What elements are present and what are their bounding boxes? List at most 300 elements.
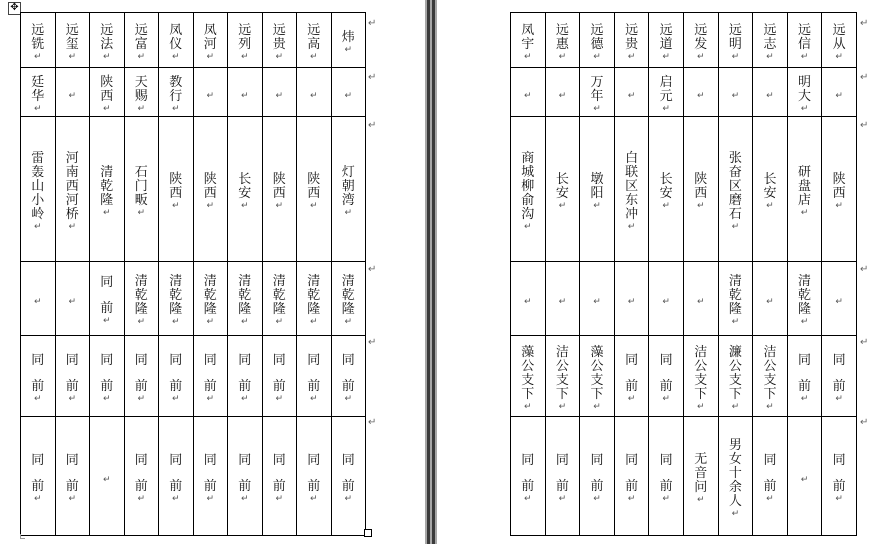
table-move-handle-icon[interactable]: ✥ xyxy=(8,2,21,15)
left-table-cell[interactable] xyxy=(297,336,332,417)
cell-text: 万 年 ↵ xyxy=(590,74,604,114)
left-table-cell[interactable] xyxy=(193,336,228,417)
cell-text: 同 前 ↵ xyxy=(31,452,45,504)
right-table-cell[interactable] xyxy=(580,117,615,262)
left-table-cell[interactable] xyxy=(159,262,194,336)
left-table-cell[interactable] xyxy=(193,117,228,262)
left-table-cell[interactable] xyxy=(193,68,228,117)
cell-end-mark-icon: ↵ xyxy=(835,200,843,211)
cell-text: 研 盘 店 ↵ xyxy=(798,164,812,218)
left-table-cell[interactable] xyxy=(90,117,125,262)
cell-text: 同 前 ↵ xyxy=(341,352,355,404)
right-table-cell[interactable] xyxy=(511,262,546,336)
cell-text: 藻 公 支 下 ↵ xyxy=(590,344,604,412)
cell-text xyxy=(732,91,740,101)
left-table-cell[interactable] xyxy=(262,117,297,262)
left-table-cell[interactable] xyxy=(331,13,366,68)
cell-end-mark-icon: ↵ xyxy=(800,317,809,327)
right-table-cell[interactable] xyxy=(753,68,788,117)
left-table-cell[interactable] xyxy=(331,68,366,117)
right-genealogy-table xyxy=(510,12,857,536)
cell-text: 远 列 ↵ xyxy=(238,22,252,62)
right-table-cell[interactable] xyxy=(545,68,580,117)
cell-text: 同 前 ↵ xyxy=(65,352,79,404)
cell-end-mark-icon: ↵ xyxy=(206,317,215,327)
cell-text: 清 乾 隆 ↵ xyxy=(203,274,217,327)
left-table-cell[interactable] xyxy=(90,262,125,336)
cell-end-mark-icon: ↵ xyxy=(766,200,774,211)
cell-text: 同 前 ↵ xyxy=(272,452,286,504)
right-table-cell[interactable] xyxy=(545,13,580,68)
cell-end-mark-icon: ↵ xyxy=(275,317,284,327)
cell-text: 远 志 ↵ xyxy=(763,22,777,62)
cell-text: 同 前 ↵ xyxy=(625,352,639,404)
cell-text xyxy=(559,91,567,101)
cell-end-mark-icon: ↵ xyxy=(137,393,146,404)
left-table-cell[interactable] xyxy=(228,417,263,536)
cell-text: 教 行 ↵ xyxy=(169,74,183,114)
cell-text: 陕 西 ↵ xyxy=(203,171,217,211)
cell-text xyxy=(559,297,567,307)
cell-text xyxy=(103,475,111,485)
left-table-cell[interactable] xyxy=(21,117,56,262)
right-table-cell[interactable] xyxy=(649,13,684,68)
right-table-cell[interactable] xyxy=(580,417,615,536)
left-table-cell[interactable] xyxy=(228,117,263,262)
cell-end-mark-icon: ↵ xyxy=(800,51,809,62)
cell-text: 同 前 ↵ xyxy=(521,452,535,504)
cell-end-mark-icon: ↵ xyxy=(593,103,601,114)
right-table-cell[interactable] xyxy=(718,13,753,68)
right-table-cell[interactable] xyxy=(511,68,546,117)
cell-end-mark-icon: ↵ xyxy=(171,393,180,404)
left-table-cell[interactable] xyxy=(331,336,366,417)
left-table-cell[interactable] xyxy=(124,417,159,536)
cell-end-mark-icon: ↵ xyxy=(137,317,146,327)
cell-end-mark-icon: ↵ xyxy=(102,103,111,114)
cell-end-mark-icon: ↵ xyxy=(68,493,77,504)
left-table-cell[interactable] xyxy=(55,117,90,262)
right-table-cell[interactable] xyxy=(511,417,546,536)
cell-text: 陕 西 ↵ xyxy=(832,171,846,211)
cell-text: 远 德 ↵ xyxy=(590,22,604,62)
cell-text: 同 前 ↵ xyxy=(272,352,286,404)
left-table-cell[interactable] xyxy=(159,417,194,536)
cell-end-mark-icon: ↵ xyxy=(835,51,843,62)
right-table-cell[interactable] xyxy=(580,336,615,417)
cell-text xyxy=(835,297,843,307)
left-table-cell[interactable] xyxy=(55,13,90,68)
cell-end-mark-icon: ↵ xyxy=(524,493,532,504)
left-table-cell[interactable] xyxy=(55,262,90,336)
cell-text: 远 高 ↵ xyxy=(307,22,321,62)
row-end-mark-icon: ↵ xyxy=(860,72,869,83)
cell-end-mark-icon: ↵ xyxy=(102,316,111,326)
cell-text: 无 音 问 ↵ xyxy=(694,451,708,505)
right-table-cell[interactable] xyxy=(545,336,580,417)
right-table-row xyxy=(511,68,857,117)
right-table-cell[interactable] xyxy=(718,68,753,117)
cell-text xyxy=(524,91,532,101)
left-table-cell[interactable] xyxy=(90,68,125,117)
cell-end-mark-icon: ↵ xyxy=(593,51,601,62)
cell-end-mark-icon: ↵ xyxy=(696,51,705,62)
cell-end-mark-icon: ↵ xyxy=(662,103,670,114)
cell-end-mark-icon: ↵ xyxy=(137,493,146,504)
cell-end-mark-icon: ↵ xyxy=(558,401,567,412)
cell-text: 同 前 ↵ xyxy=(341,452,355,504)
cell-end-mark-icon: ↵ xyxy=(766,51,774,62)
cell-end-mark-icon: ↵ xyxy=(275,493,284,504)
left-table-cell[interactable] xyxy=(90,13,125,68)
left-table-cell[interactable] xyxy=(159,336,194,417)
left-table-cell[interactable] xyxy=(228,68,263,117)
cell-end-mark-icon: ↵ xyxy=(102,393,111,404)
cell-end-mark-icon: ↵ xyxy=(275,393,284,404)
right-table-row xyxy=(511,117,857,262)
cell-text: 雷 轰 山 小 岭 ↵ xyxy=(31,150,45,232)
right-table-cell[interactable] xyxy=(683,262,718,336)
left-table-cell[interactable] xyxy=(21,417,56,536)
cell-text xyxy=(206,91,214,101)
cell-text: 清 乾 隆 ↵ xyxy=(134,274,148,327)
cell-text: 远 铣 ↵ xyxy=(31,22,45,62)
cell-text: 炜 ↵ xyxy=(341,29,355,55)
cell-text xyxy=(68,91,76,101)
left-table-cell[interactable] xyxy=(262,13,297,68)
right-table-cell[interactable] xyxy=(822,13,857,68)
right-table-cell[interactable] xyxy=(787,336,822,417)
cell-end-mark-icon: ↵ xyxy=(33,221,42,232)
cell-text: 商 城 柳 俞 沟 ↵ xyxy=(521,150,535,232)
left-table-cell[interactable] xyxy=(21,262,56,336)
left-table-cell[interactable] xyxy=(21,336,56,417)
left-table-cell[interactable] xyxy=(331,262,366,336)
left-table-cell[interactable] xyxy=(159,117,194,262)
cell-end-mark-icon: ↵ xyxy=(524,297,532,307)
cell-text: 同 前 ↵ xyxy=(100,352,114,404)
cell-end-mark-icon: ↵ xyxy=(309,493,318,504)
right-table-cell[interactable] xyxy=(649,417,684,536)
right-table-cell[interactable] xyxy=(580,13,615,68)
cell-text: 启 元 ↵ xyxy=(659,74,673,114)
left-table-cell[interactable] xyxy=(55,68,90,117)
cell-end-mark-icon: ↵ xyxy=(240,90,249,101)
cell-text: 洁 公 支 下 ↵ xyxy=(694,344,708,412)
right-table-cell[interactable] xyxy=(822,336,857,417)
row-end-mark-icon: ↵ xyxy=(368,72,377,83)
right-table-cell[interactable] xyxy=(787,68,822,117)
right-table-cell[interactable] xyxy=(649,68,684,117)
right-table-cell[interactable] xyxy=(580,262,615,336)
cell-text: 远 贵 ↵ xyxy=(272,22,286,62)
page-gutter xyxy=(425,0,437,544)
row-end-mark-icon: ↵ xyxy=(860,264,869,275)
left-table-cell[interactable] xyxy=(90,336,125,417)
right-table-cell[interactable] xyxy=(787,262,822,336)
right-table-cell[interactable] xyxy=(614,68,649,117)
cell-text: 同 前 ↵ xyxy=(625,452,639,504)
cell-text: 同 前 ↵ xyxy=(203,352,217,404)
left-table-row xyxy=(21,13,366,68)
left-table-cell[interactable] xyxy=(193,262,228,336)
cell-text xyxy=(801,475,809,485)
cell-end-mark-icon: ↵ xyxy=(835,297,843,307)
left-page xyxy=(0,0,425,544)
cell-end-mark-icon: ↵ xyxy=(627,493,636,504)
left-table-cell[interactable] xyxy=(331,117,366,262)
cell-end-mark-icon: ↵ xyxy=(524,221,532,232)
right-table-cell[interactable] xyxy=(683,68,718,117)
left-table-cell[interactable] xyxy=(297,117,332,262)
cell-end-mark-icon: ↵ xyxy=(800,207,809,218)
left-table-cell[interactable] xyxy=(297,417,332,536)
cell-end-mark-icon: ↵ xyxy=(33,297,42,307)
cell-end-mark-icon: ↵ xyxy=(627,221,636,232)
cell-text xyxy=(766,297,774,307)
cell-end-mark-icon: ↵ xyxy=(696,401,705,412)
cell-end-mark-icon: ↵ xyxy=(627,51,636,62)
row-end-mark-icon: ↵ xyxy=(368,337,377,348)
cell-text: 同 前 ↵ xyxy=(763,452,777,504)
cell-text: 石 门 畈 ↵ xyxy=(134,164,148,218)
cell-text: 同 前 ↵ xyxy=(238,452,252,504)
cell-text: 清 乾 隆 ↵ xyxy=(798,274,812,327)
cell-end-mark-icon: ↵ xyxy=(33,103,42,114)
cell-end-mark-icon: ↵ xyxy=(558,51,567,62)
cell-text: 白 联 区 东 冲 ↵ xyxy=(625,150,639,232)
right-table-row xyxy=(511,417,857,536)
right-table-cell[interactable] xyxy=(511,13,546,68)
cell-end-mark-icon: ↵ xyxy=(344,493,353,504)
left-table-cell[interactable] xyxy=(297,13,332,68)
cell-text: 廷 华 ↵ xyxy=(31,74,45,114)
left-table-cell[interactable] xyxy=(193,13,228,68)
cell-end-mark-icon: ↵ xyxy=(240,317,249,327)
cell-end-mark-icon: ↵ xyxy=(662,200,670,211)
cell-text: 远 富 ↵ xyxy=(134,22,148,62)
left-table-cell[interactable] xyxy=(331,417,366,536)
right-table-cell[interactable] xyxy=(753,417,788,536)
cell-end-mark-icon: ↵ xyxy=(766,493,774,504)
right-table-cell[interactable] xyxy=(649,117,684,262)
row-end-mark-icon: ↵ xyxy=(368,120,377,131)
cell-end-mark-icon: ↵ xyxy=(524,51,532,62)
cell-end-mark-icon: ↵ xyxy=(102,51,111,62)
cell-end-mark-icon: ↵ xyxy=(137,51,146,62)
left-table-cell[interactable] xyxy=(193,417,228,536)
cell-text: 同 前 ↵ xyxy=(555,452,569,504)
cell-text: 陕 西 ↵ xyxy=(169,171,183,211)
cell-text: 远 信 ↵ xyxy=(798,22,812,62)
cell-text: 清 乾 隆 ↵ xyxy=(307,274,321,327)
cell-end-mark-icon: ↵ xyxy=(171,51,180,62)
cell-end-mark-icon: ↵ xyxy=(344,207,353,218)
cell-end-mark-icon: ↵ xyxy=(68,221,77,232)
cell-text xyxy=(310,91,318,101)
right-table-cell[interactable] xyxy=(545,262,580,336)
cell-end-mark-icon: ↵ xyxy=(33,393,42,404)
right-page xyxy=(437,0,874,544)
cell-end-mark-icon: ↵ xyxy=(696,297,705,307)
left-table-cell[interactable] xyxy=(159,68,194,117)
left-table-cell[interactable] xyxy=(21,68,56,117)
right-table-cell[interactable] xyxy=(822,117,857,262)
right-table-cell[interactable] xyxy=(753,336,788,417)
right-table-cell[interactable] xyxy=(753,117,788,262)
table-resize-handle[interactable] xyxy=(364,529,372,537)
right-table-cell[interactable] xyxy=(753,262,788,336)
right-table-cell[interactable] xyxy=(614,336,649,417)
cell-end-mark-icon: ↵ xyxy=(766,401,774,412)
left-table-cell[interactable] xyxy=(228,336,263,417)
cell-end-mark-icon: ↵ xyxy=(731,508,740,519)
right-table-cell[interactable] xyxy=(683,13,718,68)
right-table-cell[interactable] xyxy=(649,336,684,417)
cell-end-mark-icon: ↵ xyxy=(275,90,284,101)
cell-text: 凤 仪 ↵ xyxy=(169,22,183,62)
cell-text: 同 前 ↵ xyxy=(203,452,217,504)
left-table-cell[interactable] xyxy=(297,262,332,336)
right-table-cell[interactable] xyxy=(649,262,684,336)
right-table-cell[interactable] xyxy=(753,13,788,68)
cell-text: 男 女 十 余 人 ↵ xyxy=(728,437,742,519)
cell-end-mark-icon: ↵ xyxy=(68,297,77,307)
cell-text xyxy=(697,297,705,307)
cell-end-mark-icon: ↵ xyxy=(240,393,249,404)
cell-end-mark-icon: ↵ xyxy=(731,221,740,232)
right-table-cell[interactable] xyxy=(787,117,822,262)
cell-text: 濂 公 支 下 ↵ xyxy=(728,344,742,412)
cell-text: 张 奋 区 磨 石 ↵ xyxy=(728,150,742,232)
cell-text xyxy=(593,297,601,307)
right-table-row xyxy=(511,262,857,336)
cell-end-mark-icon: ↵ xyxy=(731,90,740,101)
right-table-cell[interactable] xyxy=(614,417,649,536)
left-table-cell[interactable] xyxy=(55,417,90,536)
cell-text: 同 前 ↵ xyxy=(169,352,183,404)
right-table-cell[interactable] xyxy=(580,68,615,117)
left-table-cell[interactable] xyxy=(159,13,194,68)
cell-end-mark-icon: ↵ xyxy=(800,474,809,485)
cell-end-mark-icon: ↵ xyxy=(171,317,180,327)
cell-end-mark-icon: ↵ xyxy=(137,207,146,218)
cell-end-mark-icon: ↵ xyxy=(137,103,146,114)
cell-text: 长 安 ↵ xyxy=(238,171,252,211)
cell-text: 清 乾 隆 ↵ xyxy=(169,274,183,327)
right-table-row xyxy=(511,336,857,417)
cell-end-mark-icon: ↵ xyxy=(275,200,284,211)
left-table-cell[interactable] xyxy=(228,262,263,336)
cell-text xyxy=(524,297,532,307)
right-table-cell[interactable] xyxy=(718,336,753,417)
right-table-cell[interactable] xyxy=(787,13,822,68)
row-end-mark-icon: ↵ xyxy=(860,18,869,29)
right-table-cell[interactable] xyxy=(683,336,718,417)
left-table-cell[interactable] xyxy=(262,68,297,117)
cell-text xyxy=(697,91,705,101)
left-table-cell[interactable] xyxy=(124,13,159,68)
cell-end-mark-icon: ↵ xyxy=(524,401,532,412)
cell-text: 凤 河 ↵ xyxy=(203,22,217,62)
right-table-cell[interactable] xyxy=(545,417,580,536)
row-end-mark-icon: ↵ xyxy=(860,417,869,428)
cell-end-mark-icon: ↵ xyxy=(662,493,670,504)
cell-text: 清 乾 隆 ↵ xyxy=(100,164,114,218)
left-table-cell[interactable] xyxy=(297,68,332,117)
cell-text: 同 前 ↵ xyxy=(590,452,604,504)
cell-text: 远 惠 ↵ xyxy=(555,22,569,62)
right-table-cell[interactable] xyxy=(614,262,649,336)
cell-text: 同 前 ↵ xyxy=(798,352,812,404)
cell-text xyxy=(241,91,249,101)
right-table-cell[interactable] xyxy=(822,68,857,117)
left-table-cell[interactable] xyxy=(228,13,263,68)
right-table-cell[interactable] xyxy=(511,336,546,417)
left-table-cell[interactable] xyxy=(124,68,159,117)
cell-text: 同 前 ↵ xyxy=(100,275,114,326)
left-table-cell[interactable] xyxy=(124,117,159,262)
right-table-cell[interactable] xyxy=(614,117,649,262)
cell-end-mark-icon: ↵ xyxy=(835,493,843,504)
cell-text: 同 前 ↵ xyxy=(134,352,148,404)
cell-end-mark-icon: ↵ xyxy=(835,393,843,404)
cell-text: 同 前 ↵ xyxy=(659,352,673,404)
left-table-cell[interactable] xyxy=(262,417,297,536)
cell-text: 墩 阳 ↵ xyxy=(590,171,604,211)
cell-text: 远 道 ↵ xyxy=(659,22,673,62)
left-table-row xyxy=(21,262,366,336)
right-table-cell[interactable] xyxy=(683,417,718,536)
right-table-cell[interactable] xyxy=(718,417,753,536)
cell-end-mark-icon: ↵ xyxy=(309,393,318,404)
cell-text: 清 乾 隆 ↵ xyxy=(341,274,355,327)
left-table-cell[interactable] xyxy=(21,13,56,68)
cell-text: 陕 西 ↵ xyxy=(100,74,114,114)
right-table-cell[interactable] xyxy=(614,13,649,68)
cell-text: 同 前 ↵ xyxy=(31,352,45,404)
cell-text: 天 赐 ↵ xyxy=(134,74,148,114)
right-table-cell[interactable] xyxy=(822,417,857,536)
cell-end-mark-icon: ↵ xyxy=(731,51,740,62)
right-table-cell[interactable] xyxy=(718,117,753,262)
cell-text: 远 贵 ↵ xyxy=(625,22,639,62)
cell-end-mark-icon: ↵ xyxy=(731,401,740,412)
cell-end-mark-icon: ↵ xyxy=(240,200,249,211)
left-table-cell[interactable] xyxy=(90,417,125,536)
right-table-cell[interactable] xyxy=(545,117,580,262)
left-table-cell[interactable] xyxy=(262,336,297,417)
cell-text: 远 明 ↵ xyxy=(728,22,742,62)
right-table-cell[interactable] xyxy=(718,262,753,336)
right-table-cell[interactable] xyxy=(787,417,822,536)
cell-text xyxy=(766,91,774,101)
left-table-cell[interactable] xyxy=(124,336,159,417)
row-end-mark-icon: ↵ xyxy=(368,417,377,428)
right-table-cell[interactable] xyxy=(822,262,857,336)
cell-text: 清 乾 隆 ↵ xyxy=(272,274,286,327)
right-table-cell[interactable] xyxy=(683,117,718,262)
cell-text xyxy=(628,91,636,101)
cell-end-mark-icon: ↵ xyxy=(662,51,670,62)
cell-end-mark-icon: ↵ xyxy=(309,200,318,211)
left-table-cell[interactable] xyxy=(262,262,297,336)
cell-text: 远 法 ↵ xyxy=(100,22,114,62)
right-table-cell[interactable] xyxy=(511,117,546,262)
left-table-cell[interactable] xyxy=(124,262,159,336)
left-table-cell[interactable] xyxy=(55,336,90,417)
cell-text: 陕 西 ↵ xyxy=(307,171,321,211)
